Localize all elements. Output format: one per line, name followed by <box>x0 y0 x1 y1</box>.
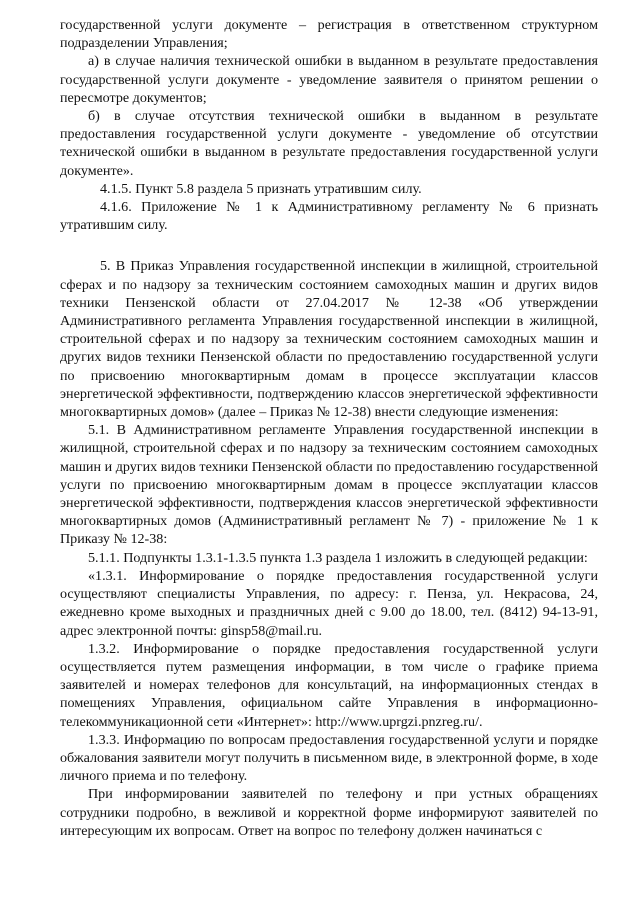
paragraph-4-1-6: 4.1.6. Приложение № 1 к Административному регламенту № 6 признать утратившим силу. <box>60 199 598 234</box>
paragraph-informing: При информировании заявителей по телефону и при устных обращениях сотрудники подробно, в вежливой и корректной форме информируют заявителей по интересующим их вопросам. Ответ на вопрос по телефону должен начинаться с <box>60 786 598 839</box>
section-gap <box>60 234 598 257</box>
paragraph-continuation: государственной услуги документе – регистрация в ответственном структурном подразделении Управления; <box>60 17 598 52</box>
paragraph-1-3-1: «1.3.1. Информирование о порядке предоставления государственной услуги осуществляют специалисты Управления, по адресу: г. Пенза, ул. Некрасова, 24, ежедневно кроме выходных и праздничных дней с 9.00 до 18.00, тел. (8412) 94-13-91, адрес электронной почты: ginsp58@mail.ru. <box>60 567 598 639</box>
paragraph-1-3-2: 1.3.2. Информирование о порядке предоставления государственной услуги осуществляется путем размещения информации, в том числе о графике приема заявителей и номерах телефонов для консультаций, на информационных стендах в помещениях Управления, официальном сайте Управления в информационно-телекоммуникационной сети «Интернет»: http://www.uprgzi.pnzreg.ru/. <box>60 640 598 730</box>
paragraph-5-1-1: 5.1.1. Подпункты 1.3.1-1.3.5 пункта 1.3 раздела 1 изложить в следующей редакции: <box>88 549 588 566</box>
paragraph-5: 5. В Приказ Управления государственной инспекции в жилищной, строительной сферах и по надзору за техническим состоянием самоходных машин и других видов техники Пензенской области от 27.04.2017 № 12-38 «Об утверждении Административного регламента Управления государственной инспекции в жилищной, строительной сферах и по надзору за техническим состоянием самоходных машин и других видов техники Пензенской области по предоставлению государственной услуги по присвоению многоквартирным домам в процессе эксплуатации классов энергетической эффективности, подтверждению классов энергетической эффективности многоквартирных домов» (далее – Приказ № 12-38) внести следующие изменения: <box>60 258 598 421</box>
paragraph-item-b: б) в случае отсутствия технической ошибки в выданном в результате предоставления государственной услуги документе - уведомление об отсутствии технической ошибки в выданном в результате предоставления государственной услуги документе». <box>60 108 598 179</box>
paragraph-1-3-3: 1.3.3. Информацию по вопросам предоставления государственной услуги и порядке обжалования заявители могут получить в письменном виде, в электронной форме, в ходе личного приема и по телефону. <box>60 731 598 785</box>
paragraph-item-a: а) в случае наличия технической ошибки в выданном в результате предоставления государственной услуги документе - уведомление заявителя о принятом решении о пересмотре документов; <box>60 53 598 106</box>
paragraph-4-1-5: 4.1.5. Пункт 5.8 раздела 5 признать утратившим силу. <box>100 180 422 197</box>
paragraph-5-1: 5.1. В Административном регламенте Управления государственной инспекции в жилищной, строительной сферах и по надзору за техническим состоянием самоходных машин и других видов техники Пензенской области по предоставлению государственной услуги по присвоению многоквартирным домам в процессе эксплуатации классов энергетической эффективности, подтверждения классов энергетической эффективности многоквартирных домов (Административный регламент № 7) - приложение № 1 к Приказу № 12-38: <box>60 422 598 548</box>
